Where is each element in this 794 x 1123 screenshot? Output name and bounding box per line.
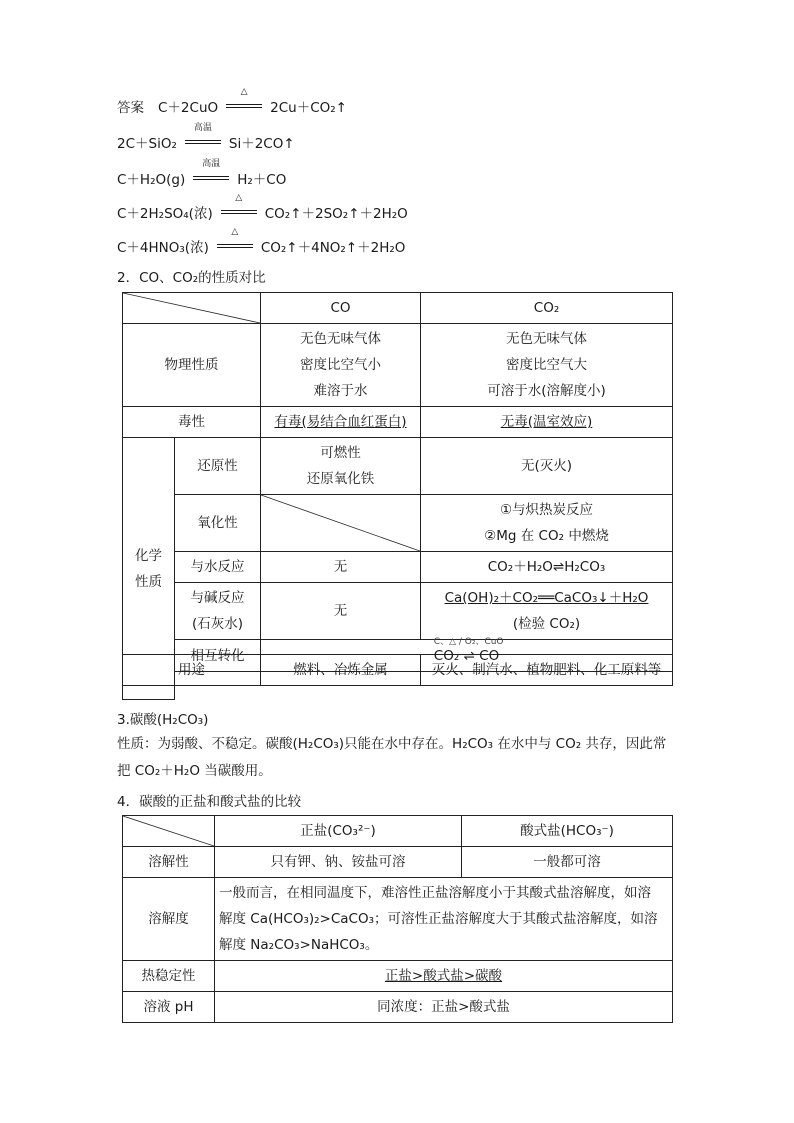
eq-arrow <box>217 227 253 254</box>
eq-condition: △ <box>235 193 243 203</box>
toxicity-co2: 无毒(温室效应) <box>421 407 673 438</box>
convert-conditions: C、△ / O₂、CuO <box>433 636 504 647</box>
header-diagonal-cell <box>123 816 215 847</box>
header-diagonal-cell <box>123 293 261 324</box>
salt-comparison-table <box>122 815 673 1023</box>
eq-lhs: C＋2H₂SO₄(浓) <box>117 206 213 222</box>
base-co2-equation: Ca(OH)₂＋CO₂══CaCO₃↓＋H₂O <box>444 590 649 606</box>
eq-condition: 高温 <box>193 123 212 133</box>
reducing-co-line: 可燃性 <box>320 445 361 461</box>
section-3-line: 性质：为弱酸、不稳定。碳酸(H₂CO₃)只能在水中存在。H₂CO₃ 在水中与 CO₂ 共存，因此常 <box>117 736 667 752</box>
equation-1 <box>117 87 347 116</box>
oxidizing-co2-line: ①与炽热炭反应 <box>499 502 594 518</box>
physical-co <box>261 324 421 407</box>
row-label-convert: 相互转化 <box>175 640 261 672</box>
sol-degree-line: 一般而言，在相同温度下，难溶性正盐溶解度小于其酸式盐溶解度，如溶 <box>219 885 651 901</box>
equation-4 <box>117 193 408 222</box>
solubility-acid: 一般都可溶 <box>462 847 673 878</box>
oxidizing-co-diagonal <box>261 495 421 552</box>
toxicity-co: 有毒(易结合血红蛋白) <box>261 407 421 438</box>
reducing-co-line: 还原氧化铁 <box>306 471 375 487</box>
col-header-acid-salt: 酸式盐(HCO₃⁻) <box>462 816 673 847</box>
eq-lhs: 2C＋SiO₂ <box>117 136 177 152</box>
convert-equation: CO₂ ⇌ CO <box>433 647 500 664</box>
solubility-normal: 只有钾、钠、铵盐可溶 <box>215 847 462 878</box>
row-label-water: 与水反应 <box>175 552 261 583</box>
physical-co2-line: 无色无味气体 <box>506 331 587 347</box>
eq-arrow <box>185 123 221 150</box>
ph-value: 同浓度：正盐>酸式盐 <box>215 992 673 1023</box>
co-co2-table <box>122 292 673 700</box>
physical-co-line: 密度比空气小 <box>300 357 381 373</box>
sol-degree-line: 解度 Ca(HCO₃)₂>CaCO₃；可溶性正盐溶解度大于其酸式盐溶解度，如溶 <box>219 911 658 927</box>
base-co2 <box>421 583 673 640</box>
row-label-reducing: 还原性 <box>175 438 261 495</box>
sol-degree-text <box>215 878 673 961</box>
row-label-solubility: 溶解性 <box>123 847 215 878</box>
usage-co: 燃料、冶炼金属 <box>261 655 421 686</box>
reducing-co2: 无(灭火) <box>421 438 673 495</box>
row-label-usage: 用途 <box>123 655 261 686</box>
eq-lhs: C＋2CuO <box>158 100 219 116</box>
col-header-co2: CO₂ <box>421 293 673 324</box>
eq-arrow <box>193 159 229 186</box>
chem-label-line: 性质 <box>135 573 162 590</box>
usage-co2: 灭火、制汽水、植物肥料、化工原料等 <box>421 655 673 686</box>
answer-label: 答案 <box>117 100 144 116</box>
eq-condition: 高温 <box>202 159 221 169</box>
eq-lhs: C＋4HNO₃(浓) <box>117 240 209 256</box>
eq-rhs: CO₂↑＋2SO₂↑＋2H₂O <box>264 206 408 222</box>
row-label-ph: 溶液 pH <box>123 992 215 1023</box>
col-header-normal-salt: 正盐(CO₃²⁻) <box>215 816 462 847</box>
eq-arrow <box>226 87 262 114</box>
eq-condition: △ <box>240 87 248 97</box>
col-header-co: CO <box>261 293 421 324</box>
oxidizing-co2-line: ②Mg 在 CO₂ 中燃烧 <box>484 528 609 544</box>
eq-rhs: Si＋2CO↑ <box>228 136 295 152</box>
chem-label-line: 化学 <box>135 547 162 564</box>
section-2-title: 2．CO、CO₂的性质对比 <box>117 270 266 286</box>
equation-2 <box>117 123 295 152</box>
sol-degree-line: 解度 Na₂CO₃>NaHCO₃。 <box>219 937 379 953</box>
row-label-toxicity: 毒性 <box>123 407 261 438</box>
row-label-base <box>175 583 261 640</box>
eq-rhs: 2Cu＋CO₂↑ <box>270 100 347 116</box>
eq-rhs: H₂＋CO <box>237 172 287 188</box>
base-label-line: (石灰水) <box>191 616 244 632</box>
section-3-line: 把 CO₂＋H₂O 当碳酸用。 <box>117 763 272 779</box>
base-co: 无 <box>261 583 421 640</box>
eq-lhs: C＋H₂O(g) <box>117 172 186 188</box>
eq-arrow <box>221 193 257 220</box>
base-label-line: 与碱反应 <box>190 590 245 606</box>
eq-rhs: CO₂↑＋4NO₂↑＋2H₂O <box>260 240 406 256</box>
eq-condition: △ <box>231 227 239 237</box>
physical-co2-line: 可溶于水(溶解度小) <box>487 383 606 399</box>
water-co2: CO₂＋H₂O⇌H₂CO₃ <box>421 552 673 583</box>
row-label-oxidizing: 氧化性 <box>175 495 261 552</box>
section-3-title: 3.碳酸(H₂CO₃) <box>117 712 209 728</box>
reducing-co <box>261 438 421 495</box>
usage-row-table <box>122 654 673 686</box>
section-3-text <box>117 731 677 785</box>
thermal-value: 正盐>酸式盐>碳酸 <box>215 961 673 992</box>
base-co2-note: (检验 CO₂) <box>512 616 581 632</box>
physical-co2-line: 密度比空气大 <box>506 357 587 373</box>
physical-co-line: 无色无味气体 <box>300 331 381 347</box>
water-co: 无 <box>261 552 421 583</box>
section-4-title: 4．碳酸的正盐和酸式盐的比较 <box>117 794 302 810</box>
physical-co-line: 难溶于水 <box>313 383 368 399</box>
row-label-thermal: 热稳定性 <box>123 961 215 992</box>
row-label-physical: 物理性质 <box>123 324 261 407</box>
equation-5 <box>117 227 406 256</box>
row-label-sol-degree: 溶解度 <box>123 878 215 961</box>
physical-co2 <box>421 324 673 407</box>
equation-3 <box>117 159 287 188</box>
oxidizing-co2 <box>421 495 673 552</box>
